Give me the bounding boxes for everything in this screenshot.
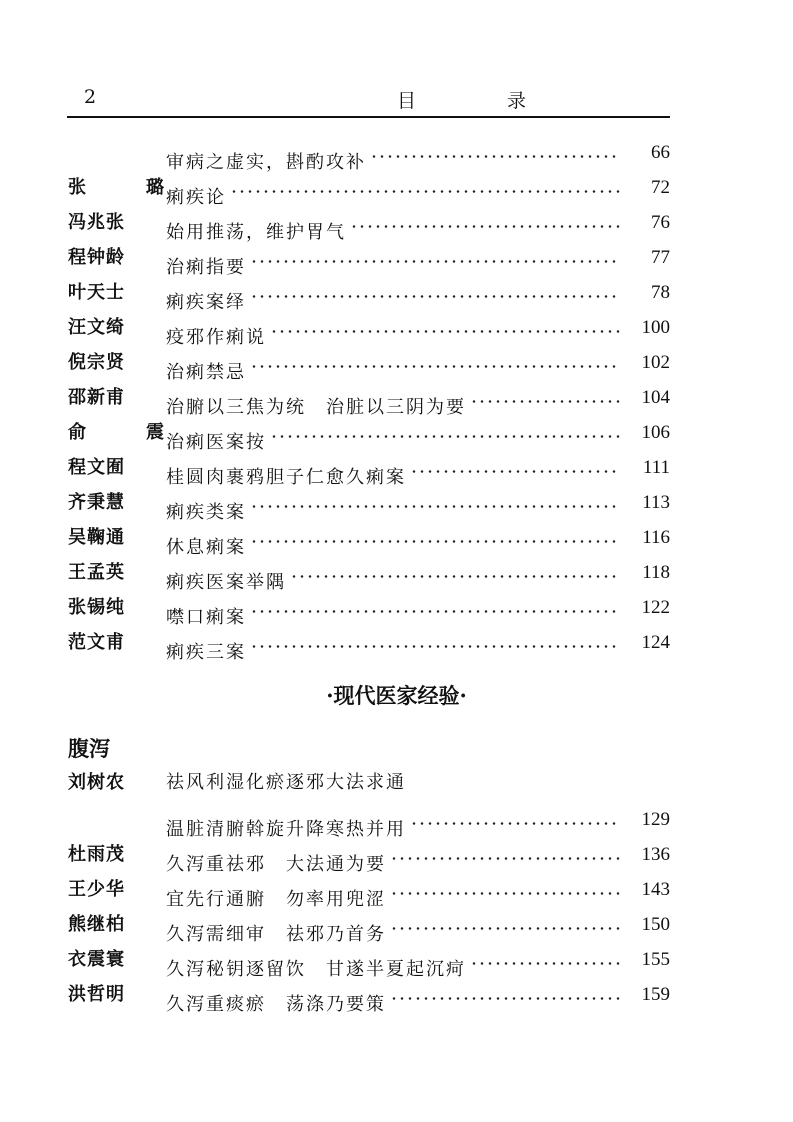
dot-leader xyxy=(250,278,620,308)
toc-entry[interactable] xyxy=(68,805,670,840)
entry-title: 治痢指要 xyxy=(166,257,246,278)
entry-title: 痢疾医案举隅 xyxy=(166,572,286,593)
dot-leader xyxy=(410,805,620,835)
dot-leader xyxy=(390,840,620,870)
entry-title: 久泻秘钥逐留饮 甘遂半夏起沉疴 xyxy=(166,959,466,980)
toc-entry[interactable] xyxy=(68,875,670,910)
section-heading: ·现代医家经验· xyxy=(326,683,467,708)
toc-entry[interactable] xyxy=(68,523,670,558)
toc-entry[interactable] xyxy=(68,243,670,278)
entry-page: 106 xyxy=(641,422,670,443)
entry-page: 116 xyxy=(642,527,670,548)
dot-leader xyxy=(350,208,620,238)
entry-page: 136 xyxy=(641,844,670,865)
toc-entry[interactable] xyxy=(68,488,670,523)
entry-author: 熊继柏 xyxy=(68,914,125,935)
entry-title: 温脏清腑斡旋升降寒热并用 xyxy=(166,819,406,840)
entry-author: 吴鞠通 xyxy=(68,527,125,548)
sub-heading: 腹泻 xyxy=(68,736,110,761)
dot-leader xyxy=(470,945,620,975)
toc-entry[interactable] xyxy=(68,593,670,628)
entry-page: 100 xyxy=(641,317,670,338)
entry-page: 102 xyxy=(641,352,670,373)
dot-leader xyxy=(250,593,620,623)
entry-title: 桂圆肉裹鸦胆子仁愈久痢案 xyxy=(166,467,406,488)
entry-page: 113 xyxy=(642,492,670,513)
entry-author: 张 璐 xyxy=(68,177,185,198)
toc-entry[interactable] xyxy=(68,945,670,980)
entry-title: 祛风利湿化瘀逐邪大法求通 xyxy=(166,772,406,793)
entry-page: 118 xyxy=(642,562,670,583)
entry-title: 治痢医案按 xyxy=(166,432,266,453)
dot-leader xyxy=(250,628,620,658)
entry-title: 审病之虚实，斟酌攻补 xyxy=(166,152,366,173)
entry-page: 124 xyxy=(641,632,670,653)
entry-title: 治痢禁忌 xyxy=(166,362,246,383)
entry-page: 76 xyxy=(651,212,670,233)
dot-leader xyxy=(390,875,620,905)
header-rule xyxy=(67,116,670,118)
dot-leader xyxy=(410,453,620,483)
entry-title: 治腑以三焦为统 治脏以三阴为要 xyxy=(166,397,466,418)
entry-author: 王孟英 xyxy=(68,562,125,583)
entry-page: 155 xyxy=(641,949,670,970)
dot-leader xyxy=(290,558,620,588)
entry-author: 洪哲明 xyxy=(68,984,125,1005)
dot-leader xyxy=(470,383,620,413)
dot-leader xyxy=(370,138,620,168)
entry-title: 痢疾案绎 xyxy=(166,292,246,313)
entry-author: 冯兆张 xyxy=(68,212,125,233)
entry-page: 129 xyxy=(641,809,670,830)
entry-page: 111 xyxy=(642,457,670,478)
toc-entry[interactable] xyxy=(68,768,670,798)
toc-entry[interactable] xyxy=(68,418,670,453)
toc-entry[interactable] xyxy=(68,453,670,488)
entry-title: 久泻重祛邪 大法通为要 xyxy=(166,854,386,875)
entry-title: 始用推荡，维护胃气 xyxy=(166,222,346,243)
entry-author: 程钟龄 xyxy=(68,247,125,268)
toc-entry[interactable] xyxy=(68,348,670,383)
entry-page: 150 xyxy=(641,914,670,935)
entry-author: 汪文绮 xyxy=(68,317,125,338)
entry-author: 齐秉慧 xyxy=(68,492,125,513)
toc-entry[interactable] xyxy=(68,980,670,1015)
toc-entry[interactable] xyxy=(68,628,670,663)
entry-author: 王少华 xyxy=(68,879,125,900)
entry-title: 宜先行通腑 勿率用兜涩 xyxy=(166,889,386,910)
page-number: 2 xyxy=(84,86,97,108)
dot-leader xyxy=(270,418,620,448)
dot-leader xyxy=(230,173,620,203)
toc-entry[interactable] xyxy=(68,840,670,875)
entry-author: 俞 震 xyxy=(68,422,185,443)
entry-page: 66 xyxy=(651,142,670,163)
toc-entry[interactable] xyxy=(68,208,670,243)
page-title: 目 录 xyxy=(397,90,563,112)
dot-leader xyxy=(250,523,620,553)
entry-title: 痢疾类案 xyxy=(166,502,246,523)
entry-title: 噤口痢案 xyxy=(166,607,246,628)
entry-page: 159 xyxy=(641,984,670,1005)
toc-entry[interactable] xyxy=(68,910,670,945)
entry-title: 痢疾论 xyxy=(166,187,226,208)
entry-author: 杜雨茂 xyxy=(68,844,125,865)
dot-leader xyxy=(250,488,620,518)
entry-page: 122 xyxy=(641,597,670,618)
entry-page: 104 xyxy=(641,387,670,408)
entry-page: 78 xyxy=(651,282,670,303)
entry-author: 邵新甫 xyxy=(68,387,125,408)
entry-author: 范文甫 xyxy=(68,632,125,653)
toc-entry[interactable] xyxy=(68,313,670,348)
entry-title: 久泻需细审 祛邪乃首务 xyxy=(166,924,386,945)
toc-entry[interactable] xyxy=(68,138,670,173)
dot-leader xyxy=(270,313,620,343)
toc-entry[interactable] xyxy=(68,558,670,593)
entry-author: 张锡纯 xyxy=(68,597,125,618)
dot-leader xyxy=(250,243,620,273)
entry-title: 久泻重痰瘀 荡涤乃要策 xyxy=(166,994,386,1015)
entry-title: 痢疾三案 xyxy=(166,642,246,663)
entry-author: 程文囿 xyxy=(68,457,125,478)
entry-page: 72 xyxy=(651,177,670,198)
toc-entry[interactable] xyxy=(68,383,670,418)
entry-page: 143 xyxy=(641,879,670,900)
dot-leader xyxy=(250,348,620,378)
toc-entry[interactable] xyxy=(68,278,670,313)
entry-author: 叶天士 xyxy=(68,282,125,303)
toc-entry[interactable] xyxy=(68,173,670,208)
entry-title: 疫邪作痢说 xyxy=(166,327,266,348)
entry-author: 衣震寰 xyxy=(68,949,125,970)
entry-page: 77 xyxy=(651,247,670,268)
dot-leader xyxy=(390,910,620,940)
page-header xyxy=(67,84,670,114)
dot-leader xyxy=(390,980,620,1010)
entry-author: 刘树农 xyxy=(68,772,125,793)
entry-title: 休息痢案 xyxy=(166,537,246,558)
entry-author: 倪宗贤 xyxy=(68,352,125,373)
